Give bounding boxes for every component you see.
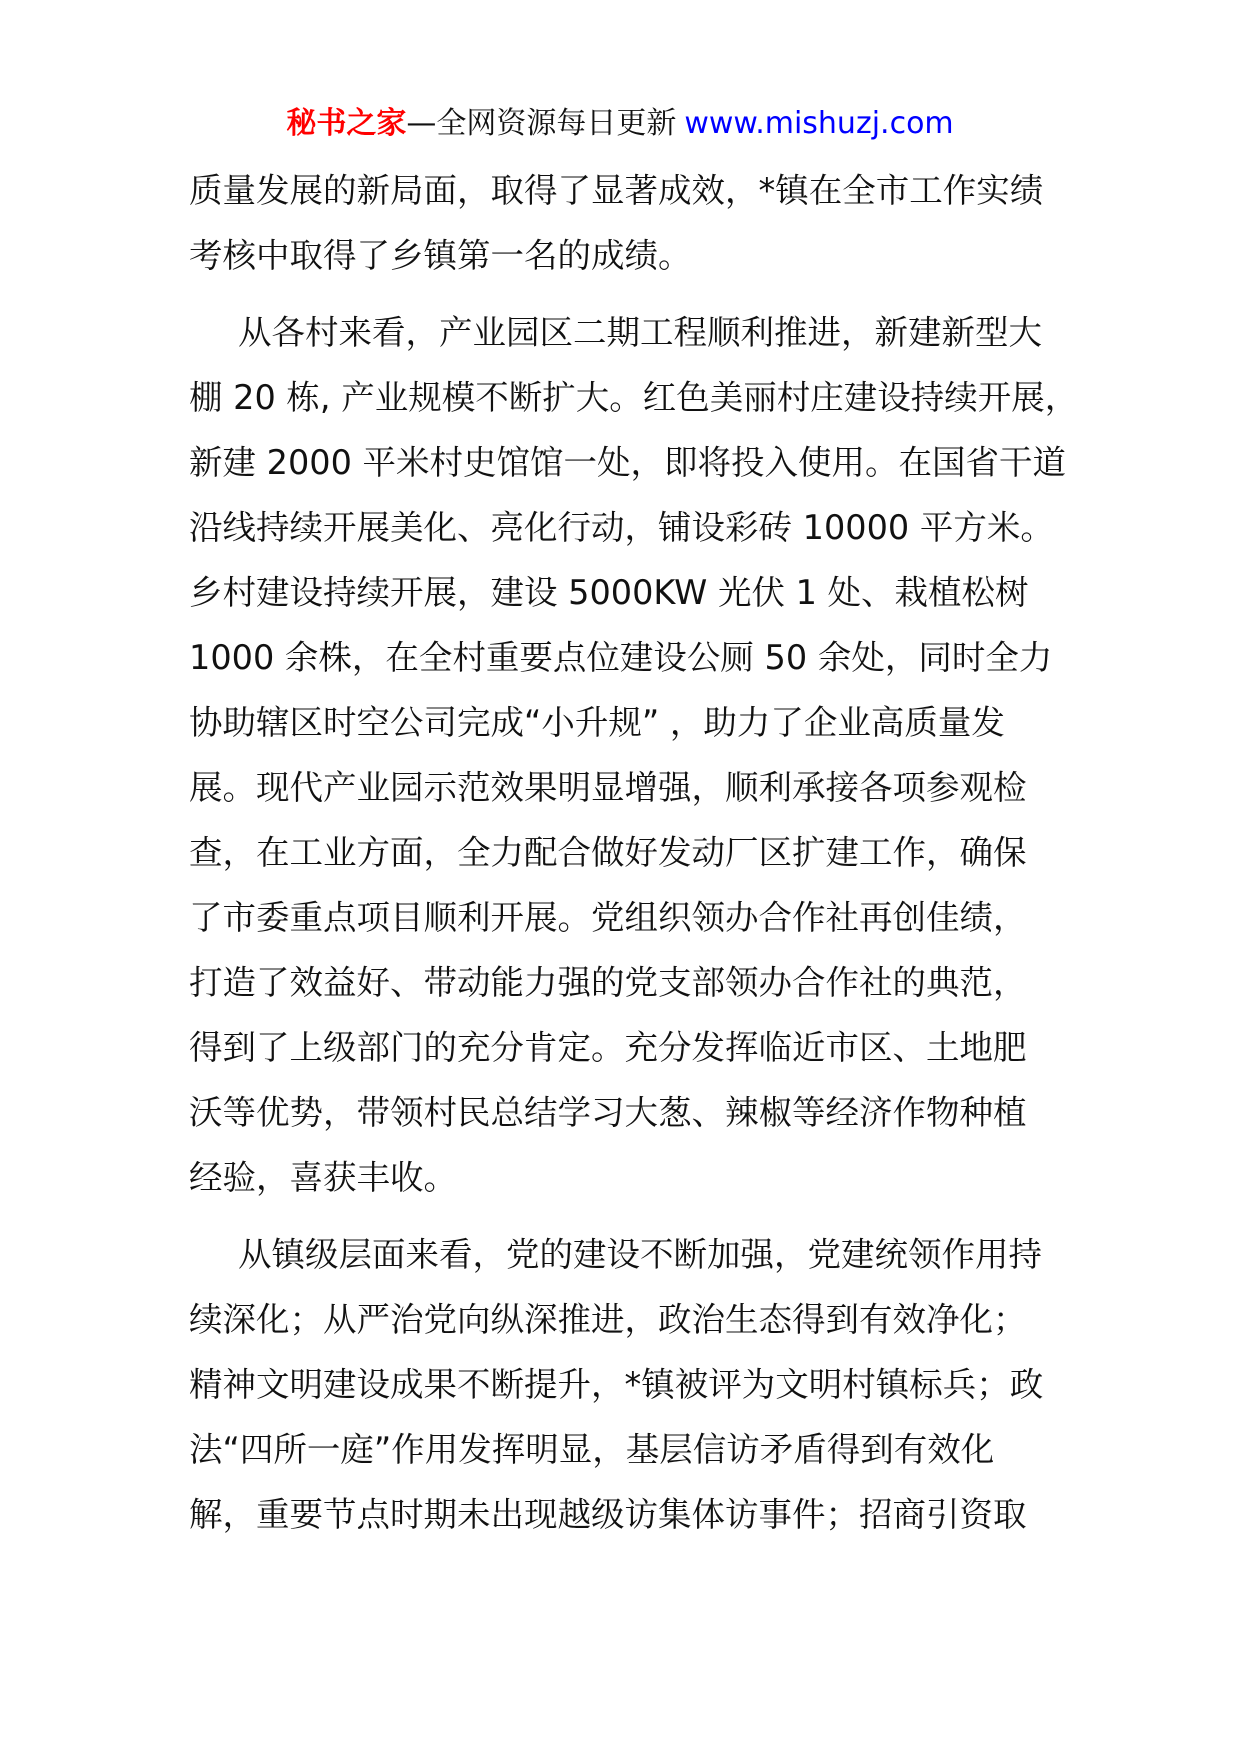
text-line: 续深化；从严治党向纵深推进，政治生态得到有效净化； bbox=[189, 1300, 1027, 1339]
text-line: 精神文明建设成果不断提升，*镇被评为文明村镇标兵；政 bbox=[189, 1365, 1044, 1404]
text-line: 考核中取得了乡镇第一名的成绩。 bbox=[189, 236, 692, 275]
text-line: 新建 2000 平米村史馆馆一处，即将投入使用。在国省干道 bbox=[189, 443, 1067, 482]
text-line: 经验，喜获丰收。 bbox=[189, 1158, 457, 1197]
text-line: 查，在工业方面，全力配合做好发动厂区扩建工作，确保 bbox=[189, 833, 1027, 872]
text-line: 协助辖区时空公司完成“小升规” ，助力了企业高质量发 bbox=[189, 703, 1005, 742]
text-line: 1000 余株，在全村重要点位建设公厕 50 余处，同时全力 bbox=[189, 638, 1053, 677]
paragraph-1 bbox=[189, 158, 1189, 288]
header-brand: 秘书之家 bbox=[286, 106, 407, 141]
text-line: 质量发展的新局面，取得了显著成效，*镇在全市工作实绩 bbox=[189, 171, 1044, 210]
header-tagline: —全网资源每日更新 bbox=[406, 106, 677, 141]
text-line: 从各村来看，产业园区二期工程顺利推进，新建新型大 bbox=[238, 313, 1042, 352]
text-line: 沿线持续开展美化、亮化行动，铺设彩砖 10000 平方米。 bbox=[189, 508, 1054, 547]
text-line: 展。现代产业园示范效果明显增强，顺利承接各项参观检 bbox=[189, 768, 1027, 807]
text-line: 从镇级层面来看，党的建设不断加强，党建统领作用持 bbox=[238, 1235, 1042, 1274]
document-body bbox=[189, 158, 1189, 1547]
text-line: 了市委重点项目顺利开展。党组织领办合作社再创佳绩， bbox=[189, 898, 1027, 937]
text-line: 棚 20 栋, 产业规模不断扩大。红色美丽村庄建设持续开展， bbox=[189, 378, 1079, 417]
text-line: 打造了效益好、带动能力强的党支部领办合作社的典范， bbox=[189, 963, 1027, 1002]
text-line: 得到了上级部门的充分肯定。充分发挥临近市区、土地肥 bbox=[189, 1028, 1027, 1067]
page-header bbox=[0, 99, 1240, 149]
text-line: 解，重要节点时期未出现越级访集体访事件；招商引资取 bbox=[189, 1495, 1027, 1534]
paragraph-3 bbox=[189, 1222, 1189, 1547]
text-line: 法“四所一庭”作用发挥明显，基层信访矛盾得到有效化 bbox=[189, 1430, 995, 1469]
text-line: 乡村建设持续开展，建设 5000KW 光伏 1 处、栽植松树 bbox=[189, 573, 1029, 612]
paragraph-2 bbox=[189, 300, 1189, 1210]
header-url: www.mishuzj.com bbox=[684, 106, 954, 141]
text-line: 沃等优势，带领村民总结学习大葱、辣椒等经济作物种植 bbox=[189, 1093, 1027, 1132]
